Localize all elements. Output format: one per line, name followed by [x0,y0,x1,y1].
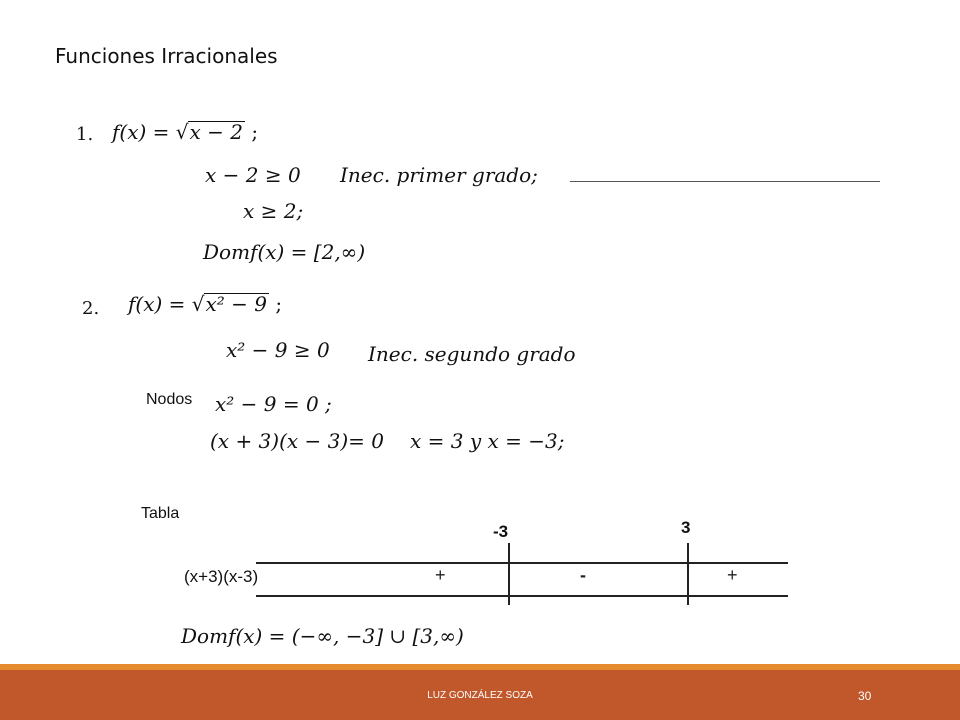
exercise-1-solution: x ≥ 2; [243,199,304,223]
table-sign-2: - [580,565,586,585]
exercise-1-function [112,120,258,144]
footer-author: LUZ GONZÁLEZ SOZA [427,690,533,701]
nodes-equation: x² − 9 = 0 ; [215,392,332,416]
table-label: Tabla [141,505,180,522]
exercise-1-number: 1. [76,124,94,145]
table-node-right: 3 [681,518,691,537]
table-sign-1: + [435,565,446,585]
table-divider-right [687,543,689,605]
exercise-1-function-prefix: f(x) = [112,120,176,144]
divider-line [570,181,880,182]
table-bottom-line [256,595,788,597]
table-divider-left [508,543,510,605]
table-node-left: -3 [493,522,509,541]
exercise-2-inequality: x² − 9 ≥ 0 [226,338,330,362]
factored-equation: (x + 3)(x − 3)= 0 [210,429,385,453]
exercise-2-function-prefix: f(x) = [128,292,192,316]
exercise-1-domain: Domf(x) = [2,∞) [203,240,366,264]
page-number: 30 [858,689,872,703]
nodes-label: Nodos [146,391,193,408]
table-row-label: (x+3)(x-3) [184,567,259,586]
table-top-line [256,562,788,564]
exercise-2-number: 2. [82,298,100,319]
table-sign-3: + [727,565,738,585]
slide-title: Funciones Irracionales [55,44,278,68]
exercise-1-inequality: x − 2 ≥ 0 [205,163,301,187]
exercise-2-radicand: x² − 9 [205,292,268,316]
exercise-2-function [128,292,282,316]
exercise-1-function-suffix: ; [245,120,259,144]
sqrt-symbol: √ [175,120,189,144]
roots-statement: x = 3 y x = −3; [410,429,565,453]
exercise-1-radicand: x − 2 [189,120,243,144]
sqrt-symbol: √ [191,292,205,316]
exercise-2-inequality-label: Inec. segundo grado [368,342,576,366]
exercise-1-inequality-label: Inec. primer grado; [340,163,538,187]
exercise-2-function-suffix: ; [269,292,283,316]
exercise-2-domain: Domf(x) = (−∞, −3] ∪ [3,∞) [181,624,464,648]
